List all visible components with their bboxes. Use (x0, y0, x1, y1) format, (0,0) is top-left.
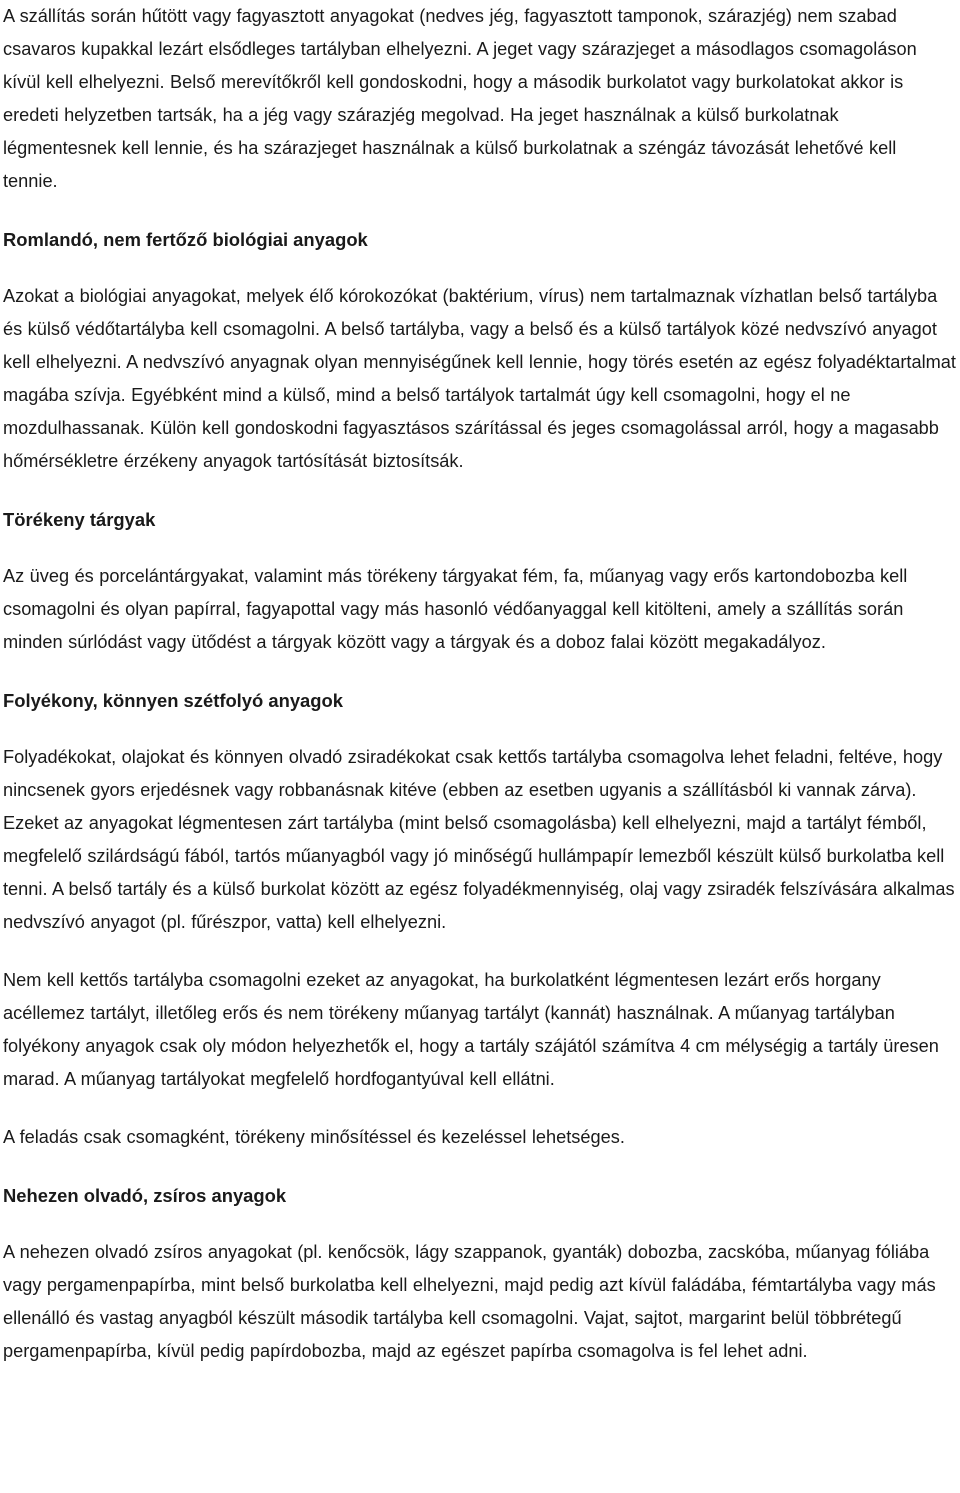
intro-paragraph: A szállítás során hűtött vagy fagyasztott anyagokat (nedves jég, fagyasztott tamponok, szárazjég) nem szabad csavaros kupakkal lezárt elsődleges tartályban elhelyezni. A jeget vagy szárazjeget a másodlagos csomagoláson kívül kell elhelyezni. Belső merevítőkről kell gondoskodni, hogy a második burkolatot vagy burkolatokat akkor is eredeti helyzetben tartsák, ha a jég vagy szárazjég megolvad. Ha jeget használnak a külső burkolatnak légmentesnek kell lennie, és ha szárazjeget használnak a külső burkolatnak a széngáz távozását lehetővé kell tennie. (3, 6, 917, 191)
section-paragraph: Azokat a biológiai anyagokat, melyek élő kórokozókat (baktérium, vírus) nem tartalmaznak vízhatlan belső tartályba és külső védőtartályba kell csomagolni. A belső tartályba, vagy a belső és a külső tartályok közé nedvszívó anyagot kell elhelyezni. A nedvszívó anyagnak olyan mennyiségűnek kell lennie, hogy törés esetén az egész folyadéktartalmat magába szívja. Egyébként mind a külső, mind a belső tartályok tartalmát úgy kell csomagolni, hogy el ne mozdulhassanak. Külön kell gondoskodni fagyasztásos szárítással és jeges csomagolással arról, hogy a magasabb hőmérsékletre érzékeny anyagok tartósítását biztosítsák. (3, 286, 956, 471)
section-paragraph: Nem kell kettős tartályba csomagolni ezeket az anyagokat, ha burkolatként légmentesen lezárt erős horgany acéllemez tartályt, illetőleg erős és nem törékeny műanyag tartályt (kannát) használnak. A műanyag tartályban folyékony anyagok csak oly módon helyezhetők el, hogy a tartály szájától számítva 4 cm mélységig a tartály üresen marad. A műanyag tartályokat megfelelő hordfogantyúval kell ellátni. (3, 970, 939, 1089)
section-heading-liquids: Folyékony, könnyen szétfolyó anyagok (3, 690, 343, 711)
section-heading-fragile: Törékeny tárgyak (3, 509, 156, 530)
section-paragraph: Az üveg és porcelántárgyakat, valamint más törékeny tárgyakat fém, fa, műanyag vagy erős kartondobozba kell csomagolni és olyan papírral, fagyapottal vagy más hasonló védőanyaggal kell kitölteni, amely a szállítás során minden súrlódást vagy ütődést a tárgyak között vagy a tárgyak és a doboz falai között megakadályoz. (3, 566, 908, 652)
section-paragraph: A nehezen olvadó zsíros anyagokat (pl. kenőcsök, lágy szappanok, gyanták) dobozba, zacskóba, műanyag fóliába vagy pergamenpapírba, mint belső burkolatba kell elhelyezni, majd pedig azt kívül faládába, fémtartályba vagy más ellenálló és vastag anyagból készült második tartályba kell csomagolni. Vajat, sajtot, margarint belül többrétegű pergamenpapírba, kívül pedig papírdobozba, majd az egészet papírba csomagolva is fel lehet adni. (3, 1242, 936, 1361)
section-heading-greasy: Nehezen olvadó, zsíros anyagok (3, 1185, 287, 1206)
section-paragraph: Folyadékokat, olajokat és könnyen olvadó zsiradékokat csak kettős tartályba csomagolva lehet feladni, feltéve, hogy nincsenek gyors erjedésnek vagy robbanásnak kitéve (ebben az esetben ugyanis a szállításból ki vannak zárva). Ezeket az anyagokat légmentesen zárt tartályba (mint belső csomagolásba) kell elhelyezni, majd a tartályt fémből, megfelelő szilárdságú fából, tartós műanyagból vagy jó minőségű hullámpapír lemezből készült külső burkolatba kell tenni. A belső tartály és a külső burkolat között az egész folyadékmennyiség, olaj vagy zsiradék felszívására alkalmas nedvszívó anyagot (pl. fűrészpor, vatta) kell elhelyezni. (3, 747, 955, 932)
section-paragraph: A feladás csak csomagként, törékeny minősítéssel és kezeléssel lehetséges. (3, 1127, 625, 1147)
section-heading-perishable: Romlandó, nem fertőző biológiai anyagok (3, 229, 368, 250)
